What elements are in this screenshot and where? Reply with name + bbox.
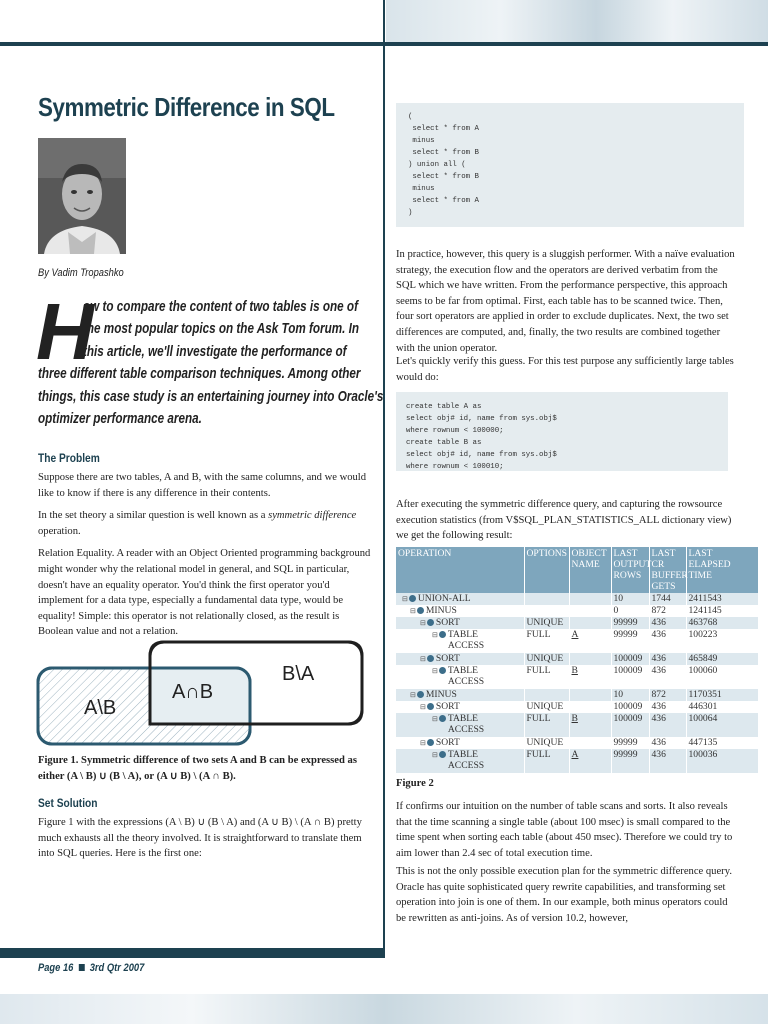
table-row bbox=[396, 617, 758, 629]
operation-node-icon bbox=[439, 715, 446, 722]
operation-cell bbox=[396, 629, 524, 653]
operation-cell bbox=[396, 737, 524, 749]
time-cell: 1241145 bbox=[686, 605, 758, 617]
set-solution-paragraph: Figure 1 with the expressions (A \ B) ∪ (B \ A) and (A ∪ B) \ (A ∩ B) pretty much exhausts all the theory involved. It is straightforward to translate them into SQL queries. Here is the first one: bbox=[38, 817, 362, 860]
operation-cell bbox=[396, 665, 524, 689]
byline: By Vadim Tropashko bbox=[38, 267, 124, 279]
time-cell: 465849 bbox=[686, 653, 758, 665]
rows-cell: 10 bbox=[611, 593, 649, 605]
collapse-icon: ⊟ bbox=[432, 751, 438, 759]
object-cell bbox=[569, 701, 611, 713]
collapse-icon: ⊟ bbox=[420, 739, 426, 747]
col-header-output-rows: LAST OUTPUT ROWS bbox=[611, 547, 649, 593]
figure-1-diagram bbox=[36, 636, 366, 748]
operation-node-icon bbox=[427, 739, 434, 746]
rows-cell: 99999 bbox=[611, 749, 649, 773]
col-header-operation: OPERATION bbox=[396, 547, 524, 593]
rows-cell: 100009 bbox=[611, 665, 649, 689]
intro-line-3: this article, we'll investigate the performance of bbox=[83, 343, 347, 360]
time-cell: 2411543 bbox=[686, 593, 758, 605]
problem-paragraph-3: Relation Equality. A reader with an Object Oriented programming background might wonder why the relational model in general, and SQL in particular, doesn't have an equality operator. You'd think the first operator you'd implement for a data type, especially a fundamental data type, would be equality! Simple: this operator is not relationally closed, as the result is Boolean value and not a relation. bbox=[38, 548, 371, 638]
operation-cell bbox=[396, 749, 524, 773]
table-row bbox=[396, 713, 758, 737]
table-row bbox=[396, 737, 758, 749]
code-block-minus-query: ( select * from A minus select * from B ) union all ( select * from B minus select * from A ) bbox=[396, 103, 744, 227]
operation-name: TABLE ACCESS bbox=[447, 629, 485, 651]
problem-body bbox=[38, 470, 374, 640]
time-cell: 100036 bbox=[686, 749, 758, 773]
operation-node-icon bbox=[417, 691, 424, 698]
right-paragraph-1: In practice, however, this query is a sluggish performer. With a naïve evaluation strategy, the execution flow and the operators are derived verbatim from the SQL which we have written. From the performance perspective, this approach seems to be far from optimal. First, each table has to be scanned twice. Then, four sort operators are applied in order to exclude duplicates. Next, the two set differences are computed, and, finally, the two results are combined together with the union operator. bbox=[396, 249, 735, 354]
gets-cell: 436 bbox=[649, 749, 686, 773]
time-cell: 447135 bbox=[686, 737, 758, 749]
rows-cell: 0 bbox=[611, 605, 649, 617]
table-row bbox=[396, 593, 758, 605]
object-cell: B bbox=[569, 665, 611, 689]
gets-cell: 1744 bbox=[649, 593, 686, 605]
time-cell: 100060 bbox=[686, 665, 758, 689]
collapse-icon: ⊟ bbox=[410, 607, 416, 615]
object-cell: A bbox=[569, 749, 611, 773]
table-row bbox=[396, 701, 758, 713]
collapse-icon: ⊟ bbox=[432, 667, 438, 675]
column-divider bbox=[383, 0, 385, 958]
collapse-icon: ⊟ bbox=[432, 715, 438, 723]
gets-cell: 872 bbox=[649, 605, 686, 617]
gets-cell: 436 bbox=[649, 653, 686, 665]
code-block-create-tables: create table A as select obj# id, name from sys.obj$ where rownum < 100000; create table B as select obj# id, name from sys.obj$ where rownum < 100010; bbox=[396, 392, 728, 471]
footer-square-icon bbox=[79, 964, 85, 971]
options-cell bbox=[524, 689, 569, 701]
intro-line-4: three different table comparison techniques. Among other bbox=[38, 365, 361, 382]
operation-node-icon bbox=[439, 631, 446, 638]
object-cell bbox=[569, 653, 611, 665]
time-cell: 1170351 bbox=[686, 689, 758, 701]
drop-cap: H bbox=[36, 287, 94, 376]
problem-paragraph-1: Suppose there are two tables, A and B, with the same columns, and we would like to know if there is any difference in their contents. bbox=[38, 472, 367, 499]
author-portrait-image bbox=[38, 138, 126, 254]
operation-name: SORT bbox=[435, 737, 460, 748]
author-photo bbox=[38, 138, 126, 254]
object-cell: B bbox=[569, 713, 611, 737]
time-cell: 100064 bbox=[686, 713, 758, 737]
operation-node-icon bbox=[427, 619, 434, 626]
label-a-intersect-b: A∩B bbox=[172, 681, 214, 703]
figure-2-caption: Figure 2 bbox=[396, 778, 434, 789]
section-heading-set-solution: Set Solution bbox=[38, 796, 98, 810]
rows-cell: 100009 bbox=[611, 653, 649, 665]
article-title: Symmetric Difference in SQL bbox=[38, 92, 335, 122]
operation-cell bbox=[396, 653, 524, 665]
gets-cell: 436 bbox=[649, 701, 686, 713]
options-cell: FULL bbox=[524, 713, 569, 737]
operation-name: SORT bbox=[435, 617, 460, 628]
col-header-buffer-gets: LAST CR BUFFER GETS bbox=[649, 547, 686, 593]
options-cell: UNIQUE bbox=[524, 737, 569, 749]
gets-cell: 436 bbox=[649, 713, 686, 737]
operation-name: SORT bbox=[435, 653, 460, 664]
collapse-icon: ⊟ bbox=[420, 619, 426, 627]
rows-cell: 100009 bbox=[611, 701, 649, 713]
object-cell bbox=[569, 605, 611, 617]
options-cell bbox=[524, 605, 569, 617]
right-paragraph-3: After executing the symmetric difference query, and capturing the rowsource execution statistics (from V$SQL_PLAN_STATISTICS_ALL dictionary view) we get the following result: bbox=[396, 499, 732, 542]
symmetric-difference-term: symmetric difference bbox=[268, 510, 357, 522]
bottom-decorative-gradient bbox=[0, 994, 768, 1024]
collapse-icon: ⊟ bbox=[402, 595, 408, 603]
operation-name: MINUS bbox=[425, 689, 457, 700]
intro-line-2: the most popular topics on the Ask Tom forum. In bbox=[83, 320, 360, 337]
bottom-rule bbox=[0, 948, 384, 958]
operation-name: TABLE ACCESS bbox=[447, 713, 485, 735]
operation-cell bbox=[396, 617, 524, 629]
right-paragraph-2: Let's quickly verify this guess. For this test purpose any sufficiently large tables would do: bbox=[396, 356, 734, 383]
operation-cell bbox=[396, 713, 524, 737]
col-header-options: OPTIONS bbox=[524, 547, 569, 593]
table-row bbox=[396, 605, 758, 617]
gets-cell: 436 bbox=[649, 629, 686, 653]
rows-cell: 10 bbox=[611, 689, 649, 701]
gets-cell: 436 bbox=[649, 665, 686, 689]
table-row bbox=[396, 689, 758, 701]
rows-cell: 99999 bbox=[611, 629, 649, 653]
table-row bbox=[396, 629, 758, 653]
figure-1-caption: Figure 1. Symmetric difference of two sets A and B can be expressed as either (A \ B) ∪ (B \ A), or (A ∪ B) \ (A ∩ B). bbox=[38, 755, 357, 782]
operation-name: MINUS bbox=[425, 605, 457, 616]
time-cell: 446301 bbox=[686, 701, 758, 713]
problem-paragraph-2-end: operation. bbox=[38, 525, 81, 537]
page-footer bbox=[38, 962, 144, 974]
object-cell bbox=[569, 617, 611, 629]
page-number: Page 16 bbox=[38, 962, 74, 974]
label-b-minus-a: B\A bbox=[282, 663, 315, 685]
operation-node-icon bbox=[427, 703, 434, 710]
object-cell bbox=[569, 593, 611, 605]
col-header-object-name: OBJECT NAME bbox=[569, 547, 611, 593]
intro-line-1: ow to compare the content of two tables is one of bbox=[83, 298, 358, 315]
object-cell bbox=[569, 689, 611, 701]
rows-cell: 99999 bbox=[611, 737, 649, 749]
operation-node-icon bbox=[409, 595, 416, 602]
right-paragraph-4: If confirms our intuition on the number of table scans and sorts. It also reveals that the time scanning a single table (about 100 msec) is small compared to the time spent when sorting each table (about 450 msec). Therefore we could try to aim lower than 2.4 sec of total execution time. bbox=[396, 801, 733, 859]
options-cell: UNIQUE bbox=[524, 617, 569, 629]
gets-cell: 436 bbox=[649, 617, 686, 629]
rows-cell: 99999 bbox=[611, 617, 649, 629]
options-cell bbox=[524, 593, 569, 605]
operation-name: TABLE ACCESS bbox=[447, 749, 485, 771]
gets-cell: 436 bbox=[649, 737, 686, 749]
execution-plan-table bbox=[396, 547, 759, 773]
collapse-icon: ⊟ bbox=[420, 655, 426, 663]
problem-paragraph-2 bbox=[38, 508, 374, 539]
options-cell: FULL bbox=[524, 629, 569, 653]
intro-line-5: things, this case study is an entertaining journey into Oracle's bbox=[38, 388, 384, 405]
table-row bbox=[396, 749, 758, 773]
problem-paragraph-2-start: In the set theory a similar question is well known as a bbox=[38, 510, 269, 522]
object-cell bbox=[569, 737, 611, 749]
collapse-icon: ⊟ bbox=[420, 703, 426, 711]
operation-cell bbox=[396, 605, 524, 617]
operation-node-icon bbox=[439, 667, 446, 674]
time-cell: 100223 bbox=[686, 629, 758, 653]
operation-name: UNION-ALL bbox=[417, 593, 471, 604]
options-cell: FULL bbox=[524, 665, 569, 689]
operation-node-icon bbox=[417, 607, 424, 614]
operation-node-icon bbox=[427, 655, 434, 662]
rows-cell: 100009 bbox=[611, 713, 649, 737]
plan-table-header bbox=[396, 547, 758, 593]
intro-line-6: optimizer performance arena. bbox=[38, 410, 202, 427]
operation-name: SORT bbox=[435, 701, 460, 712]
options-cell: FULL bbox=[524, 749, 569, 773]
time-cell: 463768 bbox=[686, 617, 758, 629]
table-row bbox=[396, 653, 758, 665]
options-cell: UNIQUE bbox=[524, 653, 569, 665]
issue-date: 3rd Qtr 2007 bbox=[89, 962, 145, 974]
top-decorative-gradient bbox=[386, 0, 768, 42]
right-paragraph-5: This is not the only possible execution plan for the symmetric difference query. Oracle has quite sophisticated query rewrite capabilities, and transforming set operation into join is one of them. In our example, both minus operators could be rewritten as anti-joins. As of version 10.2, however, bbox=[396, 866, 732, 924]
options-cell: UNIQUE bbox=[524, 701, 569, 713]
operation-cell bbox=[396, 689, 524, 701]
collapse-icon: ⊟ bbox=[432, 631, 438, 639]
operation-name: TABLE ACCESS bbox=[447, 665, 485, 687]
operation-cell bbox=[396, 593, 524, 605]
collapse-icon: ⊟ bbox=[410, 691, 416, 699]
section-heading-problem: The Problem bbox=[38, 451, 100, 465]
label-a-minus-b: A\B bbox=[84, 697, 117, 719]
table-row bbox=[396, 665, 758, 689]
object-cell: A bbox=[569, 629, 611, 653]
gets-cell: 872 bbox=[649, 689, 686, 701]
operation-node-icon bbox=[439, 751, 446, 758]
operation-cell bbox=[396, 701, 524, 713]
col-header-elapsed-time: LAST ELAPSED TIME bbox=[686, 547, 758, 593]
